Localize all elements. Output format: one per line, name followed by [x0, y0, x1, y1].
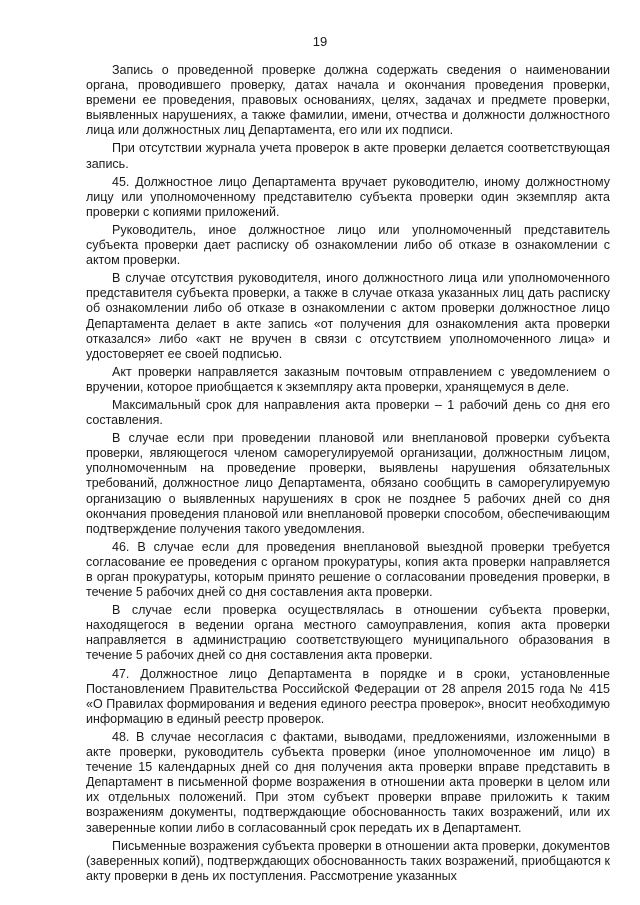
paragraph: Письменные возражения субъекта проверки в отношении акта проверки, документов (заверенных копий), подтверждающих обоснованность таких возражений, приобщаются к акту проверки в день их поступления. Рассмотрение указанных	[86, 838, 610, 883]
page-number: 19	[312, 34, 328, 49]
paragraph: 46. В случае если для проведения внеплановой выездной проверки требуется согласование ее проведения с органом прокуратуры, копия акта проверки направляется в орган прокуратуры, которым принято решение о согласовании проведения проверки, в течение 5 рабочих дней со дня составления акта проверки.	[86, 539, 610, 600]
paragraph: В случае если при проведении плановой или внеплановой проверки субъекта проверки, являющегося членом саморегулируемой организации, должностным лицом, уполномоченным на проведение проверки, выявлены нарушения обязательных требований, должностное лицо Департамента, обязано сообщить в саморегулируемую организацию о выявленных нарушениях в срок не позднее 5 рабочих дней со дня окончания проведения плановой или внеплановой проверки способом, обеспечивающим подтверждение получения такого уведомления.	[86, 431, 610, 536]
paragraph: Акт проверки направляется заказным почтовым отправлением с уведомлением о вручении, которое приобщается к экземпляру акта проверки, хранящемуся в деле.	[86, 364, 610, 394]
paragraph: Максимальный срок для направления акта проверки – 1 рабочий день со дня его составления.	[86, 397, 610, 428]
paragraph: Запись о проведенной проверке должна содержать сведения о наименовании органа, проводившего проверку, датах начала и окончания проведения проверки, времени ее проведения, правовых основаниях, целях, задачах и предмете проверки, выявленных нарушениях, а также фамилии, имени, отчества и должности должностного лица или должностных лиц Департамента, его или их подписи.	[86, 63, 610, 138]
paragraph: 47. Должностное лицо Департамента в порядке и в сроки, установленные Постановлением Правительства Российской Федерации от 28 апреля 2015 года № 415 «О Правилах формирования и ведения единого реестра проверок», вносит необходимую информацию в единый реестр проверок.	[86, 666, 610, 726]
paragraph: Руководитель, иное должностное лицо или уполномоченный представитель субъекта проверки дает расписку об ознакомлении либо об отказе в ознакомлении с актом проверки.	[86, 222, 610, 268]
paragraph: При отсутствии журнала учета проверок в акте проверки делается соответствующая запись.	[86, 141, 610, 171]
paragraph: 48. В случае несогласия с фактами, выводами, предложениями, изложенными в акте проверки, руководитель субъекта проверки (иное уполномоченное им лицо) в течение 15 календарных дней со дня получения акта проверки вправе представить в Департамент в письменной форме возражения в отношении акта проверки в целом или их отдельных положений. При этом субъект проверки вправе приложить к таким возражениям документы, подтверждающие обоснованность таких возражений, или их заверенные копии либо в согласованный срок передать их в Департамент.	[86, 729, 610, 835]
paragraph: 45. Должностное лицо Департамента вручает руководителю, иному должностному лицу или уполномоченному представителю субъекта проверки один экземпляр акта проверки с копиями приложений.	[86, 174, 610, 219]
document-body	[86, 63, 610, 887]
paragraph: В случае если проверка осуществлялась в отношении субъекта проверки, находящегося в ведении органа местного самоуправления, копия акта проверки направляется в администрацию соответствующего муниципального образования в течение 5 рабочих дней со дня составления акта проверки.	[86, 603, 610, 663]
paragraph: В случае отсутствия руководителя, иного должностного лица или уполномоченного представителя субъекта проверки, а также в случае отказа указанных лиц дать расписку об ознакомлении либо об отказе в ознакомлении с актом проверки должностное лицо Департамента делает в акте запись «от получения для ознакомления акта проверки отказался» либо «акт не вручен в связи с отсутствием уполномоченного лица» и удостоверяет ее своей подписью.	[86, 271, 610, 361]
